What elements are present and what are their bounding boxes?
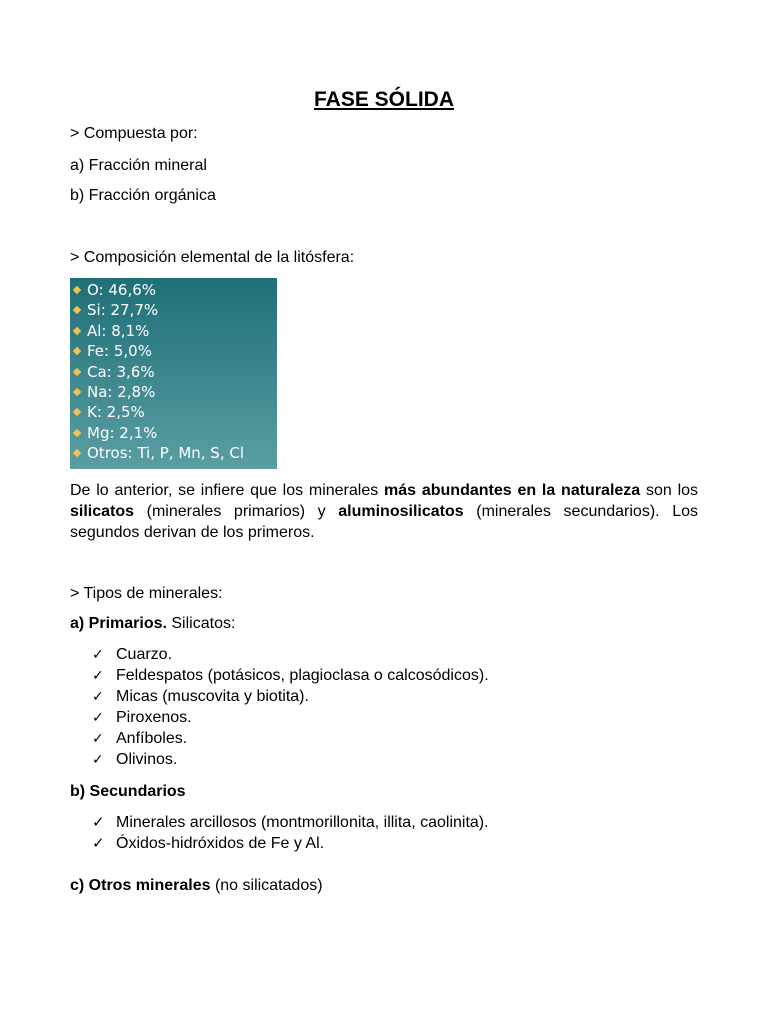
list-item <box>70 382 277 402</box>
element-label: Fe: 5,0% <box>87 342 152 361</box>
paragraph-text: (minerales primarios) y <box>134 503 339 520</box>
composition-item-mineral: a) Fracción mineral <box>70 157 207 174</box>
list-item <box>70 280 277 300</box>
other-label: c) Otros minerales <box>70 877 211 894</box>
checkmark-icon: ✓ <box>92 710 104 726</box>
diamond-bullet-icon <box>73 367 81 375</box>
list-item <box>70 402 277 422</box>
element-label: Ca: 3,6% <box>87 362 155 381</box>
list-item <box>92 749 489 770</box>
paragraph-text: De lo anterior, se infiere que los minerales <box>70 482 385 499</box>
list-item <box>92 833 489 854</box>
diamond-bullet-icon <box>73 428 81 436</box>
other-heading <box>70 876 323 896</box>
other-label-rest: (no silicatados) <box>210 877 323 894</box>
list-item <box>92 707 489 728</box>
diamond-bullet-icon <box>73 347 81 355</box>
secondary-heading: b) Secundarios <box>70 783 186 800</box>
diamond-bullet-icon <box>73 327 81 335</box>
mineral-label: Minerales arcillosos (montmorillonita, illita, caolinita). <box>116 814 489 831</box>
paragraph-text: (minerales secundarios). Los segundos derivan de los primeros. <box>70 503 698 541</box>
page-title: FASE SÓLIDA <box>313 88 455 111</box>
elemental-composition-box <box>70 278 277 469</box>
element-label: Otros: Ti, P, Mn, S, Cl <box>87 444 245 463</box>
list-item <box>70 423 277 443</box>
secondary-minerals-list <box>92 812 489 854</box>
diamond-bullet-icon <box>73 388 81 396</box>
checkmark-icon: ✓ <box>92 752 104 768</box>
mineral-label: Óxidos-hidróxidos de Fe y Al. <box>116 835 325 852</box>
element-label: Al: 8,1% <box>87 321 150 340</box>
checkmark-icon: ✓ <box>92 731 104 747</box>
diamond-bullet-icon <box>73 408 81 416</box>
composition-item-organic: b) Fracción orgánica <box>70 187 216 204</box>
mineral-label: Micas (muscovita y biotita). <box>116 688 309 705</box>
diamond-bullet-icon <box>73 449 81 457</box>
list-item <box>70 300 277 320</box>
paragraph-emphasis: más abundantes en la naturaleza <box>384 482 641 499</box>
element-label: Si: 27,7% <box>87 301 159 320</box>
element-label: O: 46,6% <box>87 281 157 299</box>
primary-minerals-list <box>92 644 489 770</box>
mineral-label: Cuarzo. <box>116 646 173 663</box>
list-item <box>92 812 489 833</box>
mineral-label: Olivinos. <box>116 751 178 768</box>
diamond-bullet-icon <box>73 286 81 294</box>
paragraph-text: son los <box>640 482 699 499</box>
mineral-label: Anfíboles. <box>116 730 188 747</box>
diamond-bullet-icon <box>73 306 81 314</box>
list-item <box>92 665 489 686</box>
paragraph-emphasis: silicatos <box>70 503 135 520</box>
checkmark-icon: ✓ <box>92 647 104 663</box>
list-item <box>70 443 277 463</box>
list-item <box>70 341 277 361</box>
checkmark-icon: ✓ <box>92 813 105 831</box>
element-label: Na: 2,8% <box>87 382 156 401</box>
elemental-heading: > Composición elemental de la litósfera: <box>70 249 355 266</box>
composition-heading: > Compuesta por: <box>70 125 198 142</box>
elemental-list <box>70 280 277 464</box>
list-item <box>92 728 489 749</box>
checkmark-icon: ✓ <box>92 668 104 684</box>
list-item <box>92 644 489 665</box>
primary-label-rest: Silicatos: <box>166 615 236 632</box>
inference-paragraph <box>70 480 698 543</box>
primary-heading <box>70 614 235 634</box>
paragraph-emphasis: aluminosilicatos <box>338 503 464 520</box>
element-label: Mg: 2,1% <box>87 423 158 442</box>
primary-label: a) Primarios. <box>70 615 167 632</box>
element-label: K: 2,5% <box>87 403 145 422</box>
checkmark-icon: ✓ <box>92 834 105 852</box>
list-item <box>70 321 277 341</box>
mineral-label: Feldespatos (potásicos, plagioclasa o calcosódicos). <box>116 667 489 684</box>
list-item <box>92 686 489 707</box>
checkmark-icon: ✓ <box>92 689 104 705</box>
list-item <box>70 362 277 382</box>
mineral-label: Piroxenos. <box>116 709 192 726</box>
types-heading: > Tipos de minerales: <box>70 585 223 602</box>
